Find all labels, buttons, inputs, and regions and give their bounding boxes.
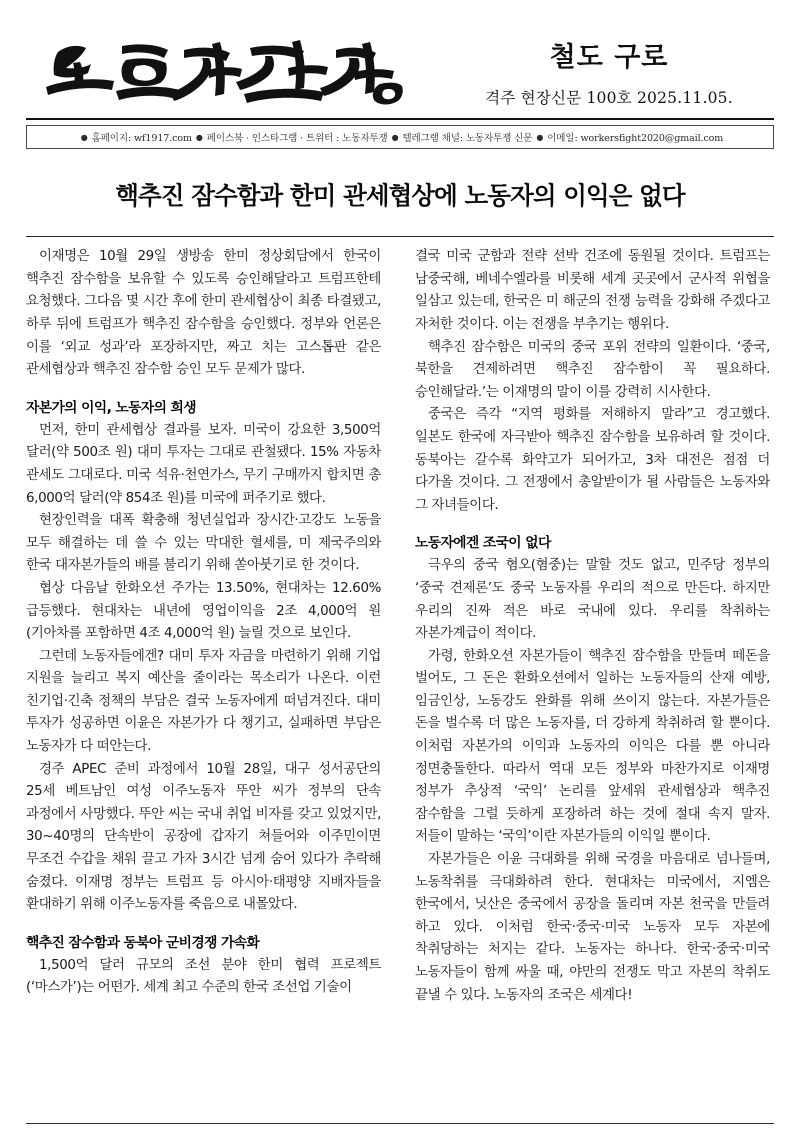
headline-divider — [26, 236, 774, 237]
body-paragraph: 가령, 한화오션 자본가들이 핵추진 잠수함을 만들며 떼돈을 벌어도, 그 돈은 환화오션에서 일하는 노동자들의 산재 예방, 임금인상, 노동강도 완화를 위해 쓰이지 않는다. 자본가들은 돈을 벌수록 더 많은 노동자를, 더 강하게 착취하려 할 뿐이다. 이처럼 자본가의 이익과 노동자의 이익은 다를 뿐 아니라 정면충돌한다. 따라서 역대 모든 정부와 마찬가지로 이재명 정부가 추상적 ‘국익’ 논리를 앞세워 관세협상과 핵추진 잠수함을 그럴 듯하게 포장하려 하는 것에 절대 속지 말자. 저들이 말하는 ‘국익’이란 자본가들의 이익일 뿐이다. — [415, 648, 770, 845]
body-paragraph: 이재명은 10월 29일 생방송 한미 정상회담에서 한국이 핵추진 잠수함을 보유할 수 있도록 승인해달라고 트럼프한테 요청했다. 그다음 몇 시간 후에 한미 관세협상이 최종 타결됐고, 하루 뒤에 트럼프가 핵추진 잠수함을 승인했다. 정부와 언론은 이를 ‘외교 성과’라 포장하지만, 짜고 치는 고스톱판 같은 관세협상과 핵추진 잠수함 승인 모두 문제가 많다. — [26, 249, 381, 378]
section-subheading: 노동자에겐 조국이 없다 — [415, 535, 551, 552]
body-paragraph: 1,500억 달러 규모의 조선 분야 한미 협력 프로젝트(‘마스가’)는 어떤가. 세계 최고 수준의 한국 조선업 기술이 — [26, 957, 381, 996]
body-paragraph: 결국 미국 군함과 전략 선박 건조에 동원될 것이다. 트럼프는 남중국해, 베네수엘라를 비롯해 세계 곳곳에서 군사적 위협을 일삼고 있는데, 한국은 미 해군의 전쟁 능력을 강화해 주겠다고 자처한 것이다. 이는 전쟁을 부추기는 행위다. — [415, 249, 770, 332]
masthead — [26, 0, 774, 112]
body-paragraph: 극우의 중국 혐오(혐중)는 말할 것도 없고, 민주당 정부의 ‘중국 견제론’도 중국 노동자를 우리의 적으로 만든다. 하지만 우리의 진짜 적은 바로 국내에 있다. 우리를 착취하는 자본가계급이 적이다. — [415, 558, 770, 642]
edition-title: 철도 구로 — [549, 42, 669, 74]
body-paragraph: 핵추진 잠수함은 미국의 중국 포위 전략의 일환이다. ‘중국, 북한을 견제하려면 핵추진 잠수함이 꼭 필요하다. 승인해달라.’는 이재명의 말이 이를 강력히 시사한다. — [415, 339, 770, 400]
bullet-icon: ● — [391, 133, 399, 142]
body-paragraph: 그런데 노동자들에겐? 대미 투자 자금을 마련하기 위해 기업 지원을 늘리고 복지 예산을 줄이라는 목소리가 나온다. 이런 친기업·긴축 정책의 부담은 결국 노동자에게 떠넘겨진다. 대미 투자가 성공하면 이윤은 자본가가 다 챙기고, 실패하면 부담은 노동자가 다 떠안는다. — [26, 648, 381, 755]
body-paragraph: 경주 APEC 준비 과정에서 10월 28일, 대구 성서공단의 25세 베트남인 여성 이주노동자 뚜안 씨가 정부의 단속 과정에서 사망했다. 뚜안 씨는 국내 취업 비자를 갖고 있었지만, 30~40명의 단속반이 공장에 갑자기 쳐들어와 이주민이면 무조건 수갑을 채워 끌고 가자 3시간 넘게 숨어 있다가 추락해 숨졌다. 이재명 정부는 트럼프 등 아시아·태평양 지배자들을 환대하기 위해 이주노동자를 죽음으로 내몰았다. — [26, 761, 381, 913]
bullet-icon: ● — [536, 133, 544, 142]
bullet-icon: ● — [195, 133, 203, 142]
contact-line — [77, 130, 723, 144]
body-paragraph: 자본가들은 이윤 극대화를 위해 국경을 마음대로 넘나들며, 노동착취를 극대화하려 한다. 현대차는 미국에서, 지엠은 한국에서, 닛산은 중국에서 공장을 돌리며 자본 천국을 만들려 하고 있다. 이처럼 한국·중국·미국 노동자 모두 자본에 착취당하는 처지는 같다. 노동자는 하나다. 한국·중국·미국 노동자들이 함께 싸울 때, 야만의 전쟁도 막고 자본의 착취도 끝낼 수 있다. 노동자의 조국은 세계다! — [415, 852, 770, 1003]
body-paragraph: 중국은 즉각 “지역 평화를 저해하지 말라”고 경고했다. 일본도 한국에 자극받아 핵추진 잠수함을 보유하려 할 것이다. 동북아는 갈수록 화약고가 되어가고, 3차 대전은 점점 더 다가올 것이다. 그 전쟁에서 총알받이가 될 사람들은 노동자와 그 자녀들이다. — [415, 407, 770, 513]
footer-divider — [26, 1123, 774, 1124]
article-headline: 핵추진 잠수함과 한미 관세협상에 노동자의 이익은 없다 — [115, 181, 685, 211]
homepage-link[interactable]: 홈페이지: wf1917.com — [91, 133, 192, 144]
article-body — [26, 246, 774, 1122]
masthead-logo — [44, 32, 404, 112]
email-link[interactable]: 이메일: workersfight2020@gmail.com — [547, 133, 724, 144]
section-subheading: 자본가의 이익, 노동자의 희생 — [26, 399, 196, 416]
left-column — [26, 246, 398, 1122]
masthead-edition-info — [444, 43, 774, 112]
masthead-divider — [26, 118, 774, 120]
right-column — [398, 246, 770, 1122]
nodongja-tujaeng-wordmark-icon — [44, 32, 404, 110]
telegram-channel[interactable]: 텔레그램 채널: 노동자투쟁 신문 — [402, 133, 533, 144]
body-paragraph: 협상 다음날 한화오션 주가는 13.50%, 현대차는 12.60% 급등했다. 현대차는 내년에 영업이익을 2조 4,000억 원(기아차를 포함하면 4조 4,000억 원) 늘릴 것으로 보인다. — [26, 580, 381, 642]
body-paragraph: 현장인력을 대폭 확충해 청년실업과 장시간·고강도 노동을 모두 해결하는 데 쓸 수 있는 막대한 혈세를, 미 제국주의와 한국 대자본가들의 배를 불리기 위해 쏟아붓기로 한 것이다. — [26, 513, 381, 574]
social-accounts[interactable]: 페이스북 · 인스타그램 · 트위터 : 노동자투쟁 — [206, 133, 388, 144]
section-subheading: 핵추진 잠수함과 동북아 군비경쟁 가속화 — [26, 934, 260, 951]
body-paragraph: 먼저, 한미 관세협상 결과를 보자. 미국이 강요한 3,500억 달러(약 500조 원) 대미 투자는 그대로 관철됐다. 15% 자동차 관세도 그대로다. 미국 석유·천연가스, 무기 구매까지 합치면 총 6,000억 달러(약 854조 원)를 미국에 퍼주기로 했다. — [26, 422, 381, 506]
edition-subtitle: 격주 현장신문 100호 2025.11.05. — [485, 89, 733, 107]
contact-bar — [26, 125, 774, 149]
bullet-icon: ● — [80, 133, 88, 142]
